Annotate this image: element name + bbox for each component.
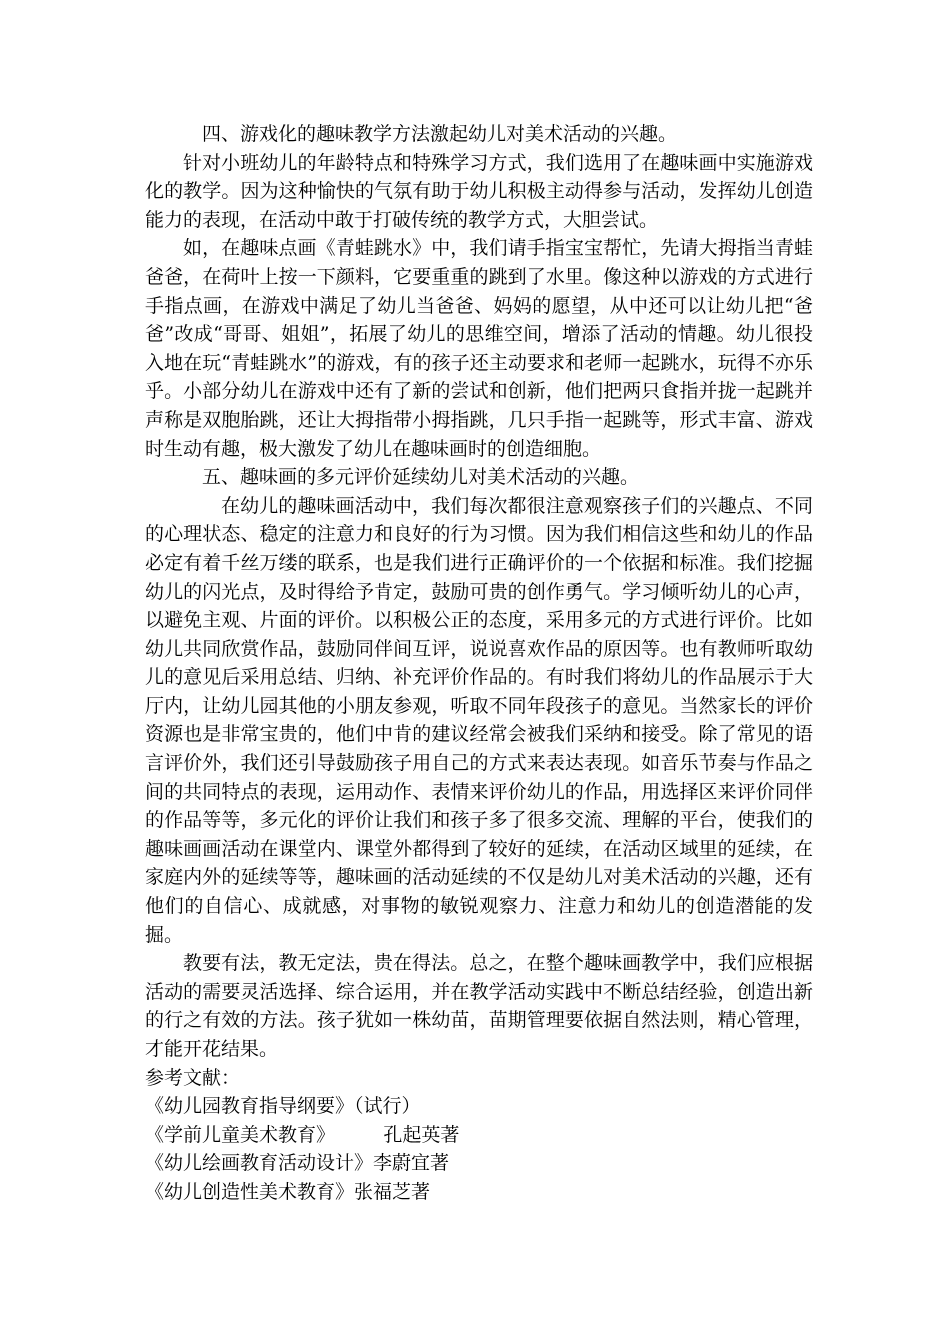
section-4-heading: 四、游戏化的趣味教学方法激起幼儿对美术活动的兴趣。 bbox=[202, 123, 678, 145]
document-body bbox=[145, 120, 813, 1207]
reference-item: 《学前儿童美术教育》 孔起英著 bbox=[145, 1123, 460, 1146]
reference-item: 《幼儿园教育指导纲要》（试行） bbox=[145, 1095, 421, 1118]
section-5-heading: 五、趣味画的多元评价延续幼儿对美术活动的兴趣。 bbox=[202, 466, 640, 489]
reference-item: 《幼儿绘画教育活动设计》李蔚宜著 bbox=[145, 1152, 450, 1175]
section-4-paragraph-2: 如，在趣味点画《青蛙跳水》中，我们请手指宝宝帮忙，先请大拇指当青蛙爸爸，在荷叶上按一下颜料，它要重重的跳到了水里。像这种以游戏的方式进行手指点画，在游戏中满足了幼儿当爸爸、妈妈的愿望，从中还可以让幼儿把“爸爸”改成“哥哥、姐姐”，拓展了幼儿的思维空间，增添了活动的情趣。幼儿很投入地在玩“青蛙跳水”的游戏，有的孩子还主动要求和老师一起跳水，玩得不亦乐乎。小部分幼儿在游戏中还有了新的尝试和创新，他们把两只食指并拢一起跳并声称是双胞胎跳，还让大拇指带小拇指跳，几只手指一起跳等，形式丰富、游戏时生动有趣，极大激发了幼儿在趣味画时的创造细胞。 bbox=[145, 237, 813, 460]
conclusion-paragraph: 教要有法，教无定法，贵在得法。总之，在整个趣味画教学中，我们应根据活动的需要灵活选择、综合运用，并在教学活动实践中不断总结经验，创造出新的行之有效的方法。孩子犹如一株幼苗，苗期管理要依据自然法则，精心管理，才能开花结果。 bbox=[145, 952, 813, 1060]
section-4-paragraph-1: 针对小班幼儿的年龄特点和特殊学习方式，我们选用了在趣味画中实施游戏化的教学。因为这种愉快的气氛有助于幼儿积极主动得参与活动，发挥幼儿创造能力的表现，在活动中敢于打破传统的教学方式，大胆尝试。 bbox=[145, 151, 813, 231]
references-title: 参考文献： bbox=[145, 1066, 241, 1089]
section-5-paragraph-1: 在幼儿的趣味画活动中，我们每次都很注意观察孩子们的兴趣点、不同的心理状态、稳定的注意力和良好的行为习惯。因为我们相信这些和幼儿的作品必定有着千丝万缕的联系，也是我们进行正确评价的一个依据和标准。我们挖掘幼儿的闪光点，及时得给予肯定，鼓励可贵的创作勇气。学习倾听幼儿的心声，以避免主观、片面的评价。以积极公正的态度，采用多元的方式进行评价。比如幼儿共同欣赏作品，鼓励同伴间互评，说说喜欢作品的原因等。也有教师听取幼儿的意见后采用总结、归纳、补充评价作品的。有时我们将幼儿的作品展示于大厅内，让幼儿园其他的小朋友参观，听取不同年段孩子的意见。当然家长的评价资源也是非常宝贵的，他们中肯的建议经常会被我们采纳和接受。除了常见的语言评价外，我们还引导鼓励孩子用自己的方式来表达表现。如音乐节奏与作品之间的共同特点的表现，运用动作、表情来评价幼儿的作品，用选择区来评价同伴的作品等等，多元化的评价让我们和孩子多了很多交流、理解的平台，使我们的趣味画画活动在课堂内、课堂外都得到了较好的延续，在活动区域里的延续，在家庭内外的延续等等，趣味画的活动延续的不仅是幼儿对美术活动的兴趣，还有他们的自信心、成就感，对事物的敏锐观察力、注意力和幼儿的创造潜能的发掘。 bbox=[145, 494, 813, 946]
reference-item: 《幼儿创造性美术教育》张福芝著 bbox=[145, 1180, 431, 1203]
